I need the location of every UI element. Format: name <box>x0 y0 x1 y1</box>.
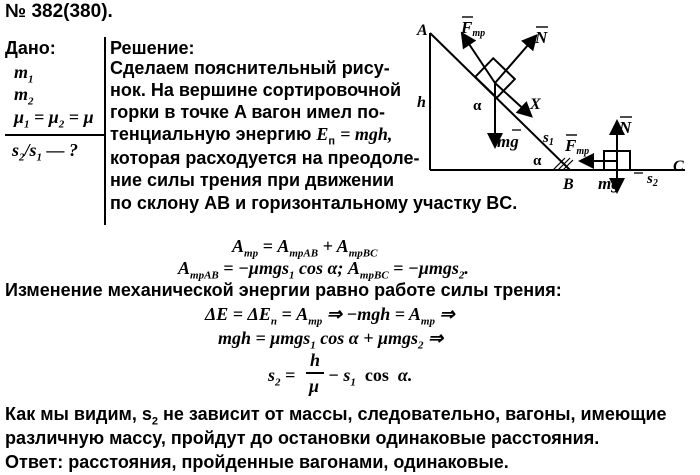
label-s2: $s_2$ <box>647 171 658 189</box>
solution-header: Решение: <box>110 38 195 58</box>
answer-line: Ответ: расстояния, пройденные вагонами, одинаковые. <box>5 452 509 472</box>
text-energy-change: Изменение механической энергии равно работе силы трения: <box>5 280 562 300</box>
given-header: Дано: <box>5 38 56 58</box>
label-C: C <box>673 158 684 175</box>
problem-number: № 382(380). <box>5 1 113 22</box>
solution-line-3: горки в точке A вагон имел по- <box>110 102 385 122</box>
label-A: A <box>417 22 428 39</box>
label-mg-1: mg <box>497 132 519 151</box>
given-separator <box>104 37 106 225</box>
solution-line-7: по склону AB и горизонтальному участку BC. <box>110 193 518 213</box>
label-mg-2: mg <box>598 174 620 193</box>
label-h: h <box>417 94 426 111</box>
force-N-arrow <box>495 37 535 83</box>
label-alpha-1: α <box>473 98 482 114</box>
solution-line-1: Сделаем пояснительный рису- <box>110 58 390 78</box>
given-m1: $m_1$ <box>14 62 34 86</box>
given-m2: $m_2$ <box>14 84 34 108</box>
solution-line-2: нок. На вершине сортировочной <box>110 80 402 100</box>
eq-energy-2: mgh = μmgs$_1$ cos α + μmgs$_2$ ⇒ <box>218 328 444 352</box>
conclusion-line-1: Как мы видим, $s_2$ не зависит от массы, следовательно, вагоны, имеющие <box>5 404 667 428</box>
label-Ftr2: Fтр <box>565 136 590 157</box>
label-B: B <box>563 176 574 193</box>
label-alpha-2: α <box>533 153 542 169</box>
eq-work-parts: $A_{трAB} = -\mu mgs_1$ cos α; $A_{трBC} = -\mu mgs_2$. <box>178 258 469 282</box>
given-mu: $\mu_1 = \mu_2 = \mu$ <box>14 107 94 131</box>
label-X: X <box>530 96 541 113</box>
eq-result: $s_2$ = h μ − $s_1$ cos α. <box>268 350 413 396</box>
label-s1: $s_1$ <box>543 130 554 148</box>
solution-line-4: тенциальную энергию $E_п$ = mgh, <box>110 124 393 148</box>
solution-line-6: ние силы трения при движении <box>110 170 395 190</box>
eq-work-total: $A_{тр} = A_{трAB} + A_{трBC}$ <box>232 236 378 260</box>
label-N2: N <box>619 118 632 137</box>
axis-X-arrow <box>495 83 530 115</box>
incline-diagram <box>415 5 700 195</box>
solution-line-5: которая расходуется на преодоле- <box>110 148 420 168</box>
given-find: $s_2/s_1$ — ? <box>12 140 79 164</box>
given-divider <box>5 134 105 136</box>
eq-energy-1: $\Delta E = \Delta E_п = A_{тр}$ ⇒ $-mgh = A_{тр}$ ⇒ <box>205 304 455 328</box>
label-N: N <box>535 28 548 47</box>
conclusion-line-2: различную массу, пройдут до остановки одинаковые расстояния. <box>5 428 600 448</box>
label-Ftr: Fтр <box>461 18 486 39</box>
